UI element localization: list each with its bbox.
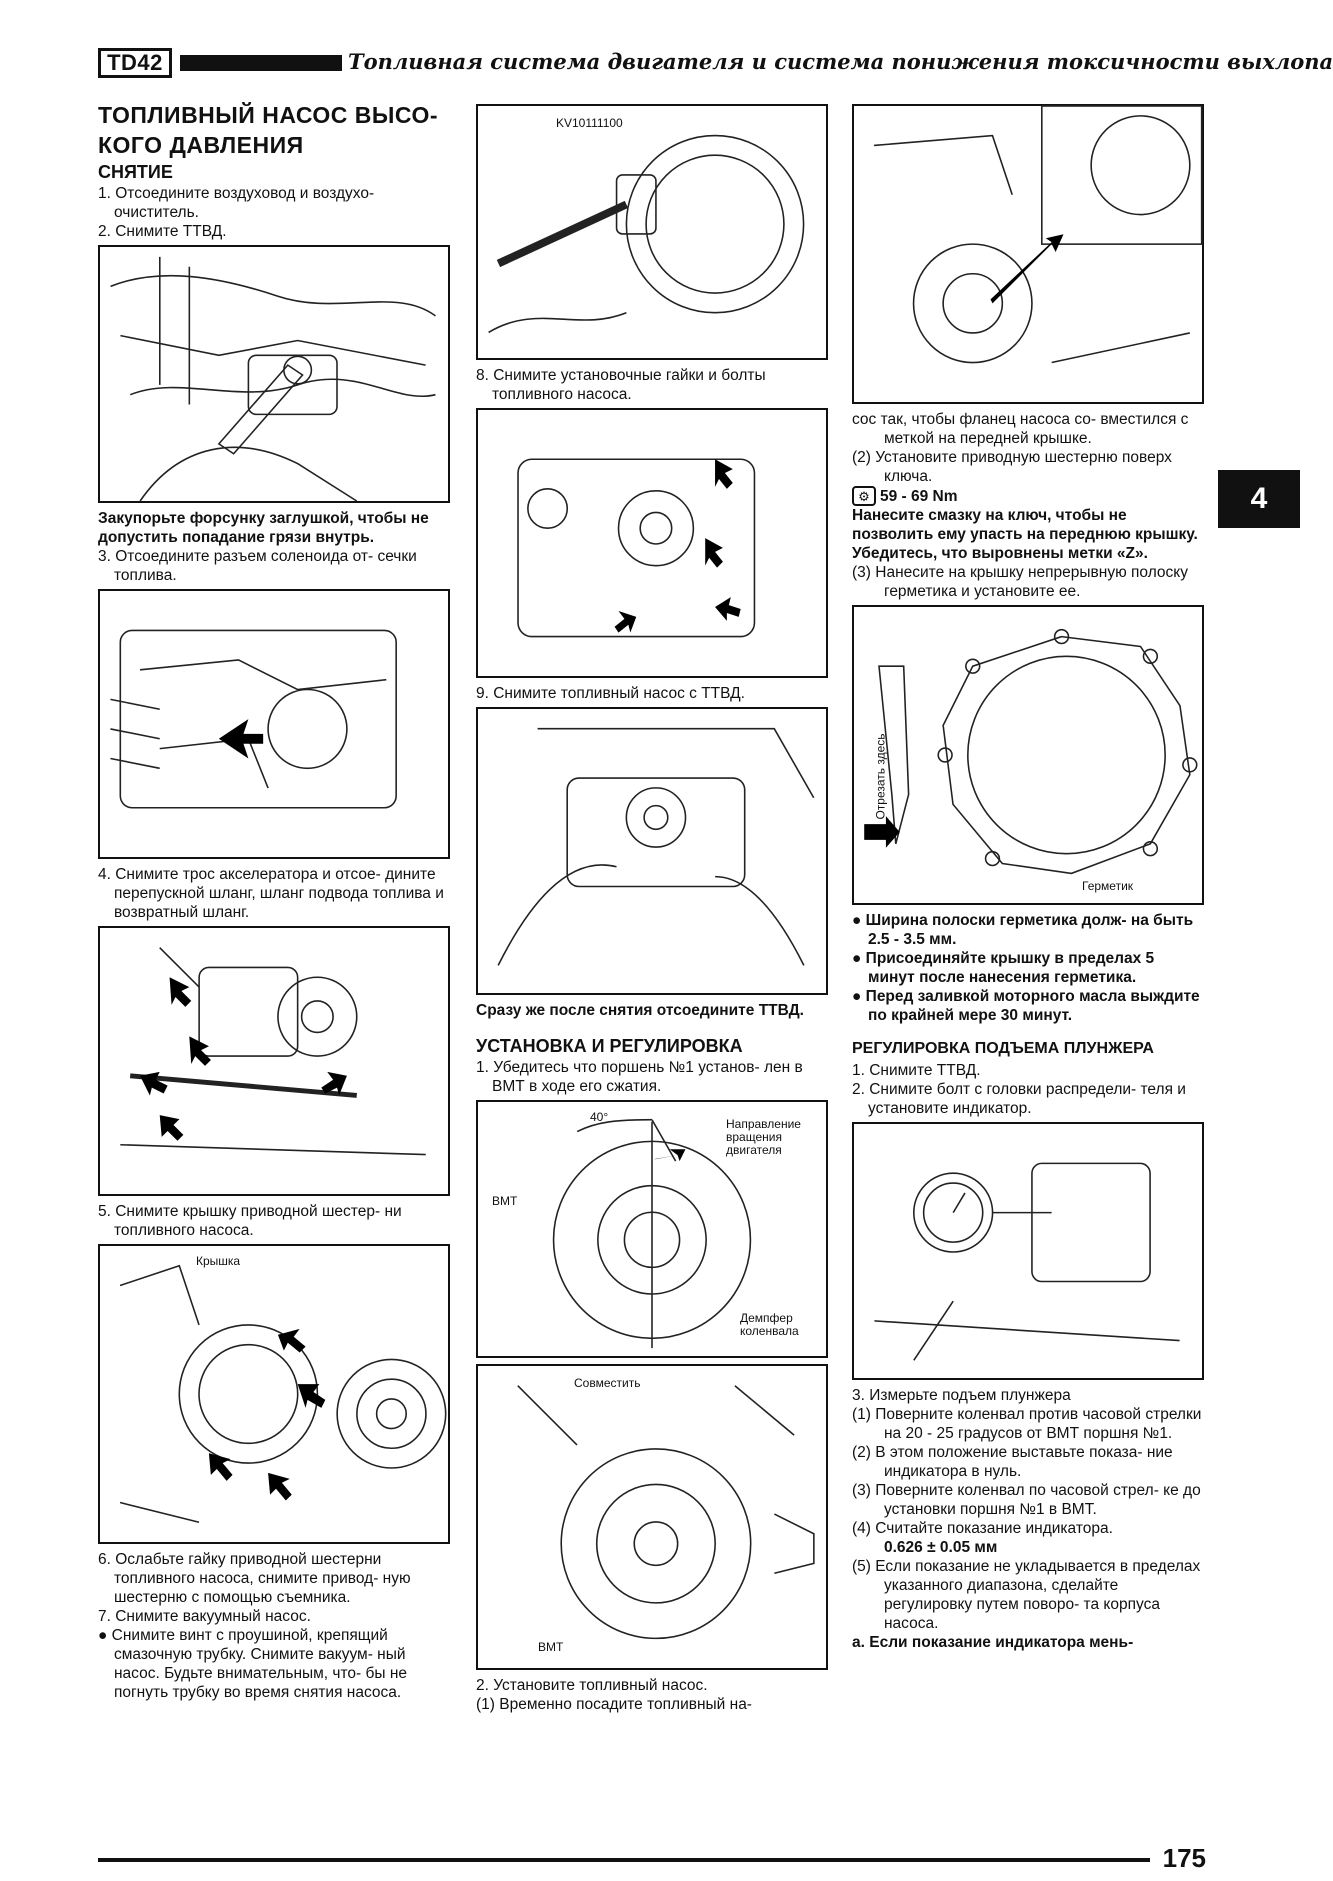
illustration-drawing [854, 607, 1202, 903]
figure-injector-wrench [98, 245, 450, 503]
step-6: 6. Ослабьте гайку приводной шестерни топливного насоса, снимите привод- ную шестерню с помощью съемника. [98, 1551, 411, 1606]
illustration-drawing [100, 591, 448, 857]
figure-sealant-label: Герметик [1082, 879, 1134, 893]
step-3: 3. Отсоедините разъем соленоида от- сечки топлива. [98, 548, 417, 584]
figure-rotation-label: Направление вращения двигателя [726, 1117, 801, 1157]
illustration-drawing [478, 1366, 826, 1668]
illustration-drawing [100, 247, 448, 501]
step-8: 8. Снимите установочные гайки и болты топливного насоса. [476, 367, 766, 403]
chapter-tab: 4 [1218, 470, 1300, 528]
figure-label-cover: Крышка [196, 1254, 241, 1268]
install-step-2-3: (3) Нанесите на крышку непрерывную полоску герметика и установите ее. [852, 564, 1188, 600]
illustration-drawing [854, 106, 1202, 402]
figure-tool-label: KV10111100 [556, 116, 623, 130]
bullet-attach-cover: ● Присоединяйте крышку в пределах 5 минут после нанесения герметика. [852, 950, 1155, 986]
bullet-vacuum-pump: ● Снимите винт с проушиной, крепящий смазочную трубку. Снимите вакуум- ный насос. Будьте внимательным, что- бы не погнуть трубку во время снятия насоса. [98, 1627, 408, 1701]
plunger-step-3-4: (4) Считайте показание индикатора. [852, 1520, 1113, 1537]
illustration-drawing [100, 1246, 448, 1542]
illustration-drawing [478, 709, 826, 993]
section-plunger: РЕГУЛИРОВКА ПОДЪЕМА ПЛУНЖЕРА [852, 1040, 1154, 1057]
illustration-drawing [854, 1124, 1202, 1378]
torque-spec: ⚙ 59 - 69 Nm [852, 486, 958, 506]
figure-tdc-damper [476, 1100, 828, 1358]
bullet-icon: ● [98, 1627, 112, 1644]
illustration-drawing [478, 410, 826, 676]
torque-wrench-icon: ⚙ [852, 486, 876, 506]
figure-gear-alignment [852, 104, 1204, 404]
section-title: ТОПЛИВНЫЙ НАСОС ВЫСО- КОГО ДАВЛЕНИЯ [98, 102, 439, 158]
install-step-2-2: (2) Установите приводную шестерню поверх ключа. [852, 449, 1172, 485]
subsection-title: СНЯТИЕ [98, 162, 173, 182]
bullet-icon: ● [852, 912, 866, 929]
figure-align-label: Совместить [574, 1376, 641, 1390]
figure-pump-nuts [476, 408, 828, 678]
plunger-step-2: 2. Снимите болт с головки распредели- теля и установите индикатор. [852, 1081, 1186, 1117]
warning-grease: Нанесите смазку на ключ, чтобы не позволить ему упасть на переднюю крышку. Убедитесь, что выровнены метки «Z». [852, 507, 1198, 562]
plunger-step-3-2: (2) В этом положение выставьте показа- ние индикатора в нуль. [852, 1444, 1173, 1480]
figure-gear-cover [98, 1244, 450, 1544]
plunger-step-3-5: (5) Если показание не укладывается в пределах указанного диапазона, сделайте регулировку путем поворо- та корпуса насоса. [852, 1558, 1201, 1632]
install-step-1: 1. Убедитесь что поршень №1 установ- лен в ВМТ в ходе его сжатия. [476, 1059, 803, 1095]
column-1 [98, 100, 450, 1702]
install-step-2: 2. Установите топливный насос. [476, 1677, 708, 1694]
continued-text: сос так, чтобы фланец насоса со- вместился с меткой на передней крышке. [852, 411, 1189, 447]
step-2: 2. Снимите ТТВД. [98, 223, 227, 240]
figure-hoses [98, 926, 450, 1196]
column-3 [852, 104, 1204, 1652]
plunger-step-3: 3. Измерьте подъем плунжера [852, 1387, 1071, 1404]
column-2 [476, 104, 828, 1714]
plunger-step-3-1: (1) Поверните коленвал против часовой стрелки на 20 - 25 градусов от ВМТ поршня №1. [852, 1406, 1202, 1442]
figure-align-marks [476, 1364, 828, 1670]
figure-tdc-label-2: ВМТ [538, 1640, 564, 1654]
figure-angle: 40° [590, 1110, 609, 1124]
bullet-icon: ● [852, 950, 866, 967]
figure-remove-pump [476, 707, 828, 995]
warning-disconnect: Сразу же после снятия отсоедините ТТВД. [476, 1002, 804, 1019]
plunger-step-3-3: (3) Поверните коленвал по часовой стрел- ке до установки поршня №1 в ВМТ. [852, 1482, 1201, 1518]
figure-sealant [852, 605, 1204, 905]
step-1: 1. Отсоедините воздуховод и воздухо- очиститель. [98, 185, 375, 221]
plunger-step-a: а. Если показание индикатора мень- [852, 1634, 1134, 1651]
bullet-icon: ● [852, 988, 866, 1005]
figure-dial-indicator [852, 1122, 1204, 1380]
step-5: 5. Снимите крышку приводной шестер- ни топливного насоса. [98, 1203, 402, 1239]
model-tag: TD42 [98, 48, 172, 78]
install-step-2-1: (1) Временно посадите топливный на- [476, 1696, 752, 1713]
page-number: 175 [1162, 1843, 1206, 1873]
plunger-lift-value: 0.626 ± 0.05 мм [884, 1539, 998, 1556]
warning-plug: Закупорьте форсунку заглушкой, чтобы не допустить попадание грязи внутрь. [98, 510, 429, 546]
illustration-drawing [100, 928, 448, 1194]
figure-special-tool [476, 104, 828, 360]
figure-damper-label: Демпфер коленвала [740, 1311, 799, 1338]
section-install: УСТАНОВКА И РЕГУЛИРОВКА [476, 1036, 743, 1056]
step-9: 9. Снимите топливный насос с ТТВД. [476, 685, 745, 702]
step-4: 4. Снимите трос акселератора и отсое- дините перепускной шланг, шланг подвода топлива и возвратный шланг. [98, 866, 444, 921]
illustration-drawing [478, 106, 826, 358]
bullet-sealant-width: ● Ширина полоски герметика долж- на быть 2.5 - 3.5 мм. [852, 912, 1194, 948]
header-bar [180, 55, 342, 71]
figure-cut-here: Отрезать здесь [873, 733, 888, 820]
figure-solenoid-connector [98, 589, 450, 859]
figure-tdc-label: ВМТ [492, 1194, 518, 1208]
footer-rule [98, 1858, 1150, 1862]
bullet-wait-oil: ● Перед заливкой моторного масла выждите по крайней мере 30 минут. [852, 988, 1200, 1024]
page-header-title: Топливная система двигателя и система понижения токсичности выхлопа [348, 49, 1333, 74]
step-7: 7. Снимите вакуумный насос. [98, 1608, 311, 1625]
plunger-step-1: 1. Снимите ТТВД. [852, 1062, 981, 1079]
